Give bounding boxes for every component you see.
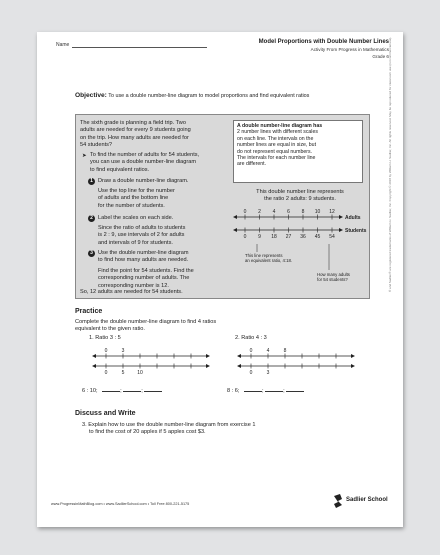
exercise1-number-line [92,342,212,382]
step1-detail: Use the top line for the number of adults and the bottom line for the number of students. [98,188,175,209]
example-conclusion: So, 12 adults are needed for 54 students. [80,289,183,295]
discuss-question: 3. Explain how to use the double number-line diagram from exercise 1 to find the cost of 20 apples if 5 apples cost $3. [82,422,256,436]
answer-blank [265,391,283,392]
note1-line2: an equivalent ratio, 4:18. [245,258,293,263]
answer-blank [144,391,162,392]
exercise2-top-label: 8 [283,348,287,354]
objective: Objective: To use a double number-line diagram to model proportions and find equivalent ratios [75,92,310,99]
adults-label: Adults [345,215,361,221]
exercise1-bottom-label: 10 [137,370,143,376]
exercise2-top-label: 4 [266,348,270,354]
exercise2-number-line [237,342,357,382]
top-number-line [233,215,343,219]
step3-title: Use the double number-line diagram to find how many adults are needed. [98,250,189,264]
exercise1-top-label: 0 [104,348,108,354]
diagram-bottom-label: 54 [329,234,335,240]
diagram-bottom-label: 45 [314,234,321,240]
diagram-top-label: 12 [329,209,335,215]
exercise2-label: 2. Ratio 4 : 3 [235,335,267,341]
exercise1-answer: 6 : 10; ; ; [82,388,162,395]
diagram-bottom-label: 0 [243,234,247,240]
answer-blank [286,391,304,392]
diagram-top-label: 2 [258,209,261,215]
diagram-bottom-label: 27 [285,234,292,240]
step1-number-icon: 1 [88,178,95,185]
diagram-bottom-label: 18 [271,234,277,240]
name-field: Name [56,42,207,48]
step2-detail: Since the ratio of adults to students is 2 : 9, use intervals of 2 for adults and intervals of 9 for students. [98,225,186,246]
step2-title: Label the scales on each side. [98,215,174,221]
step3-number-icon: 3 [88,250,95,257]
practice-heading: Practice [75,308,103,315]
note2-line1: How many adults [317,272,350,277]
definition-box: A double number-line diagram has 2 number lines with different scales on each line. The intervals on the number lines are equal in size, but do not represent equal numbers. The intervals for each number line are different. [233,120,363,183]
diagram-bottom-label: 36 [300,234,306,240]
arrow-icon: ➤ [82,153,87,159]
exercise1-label: 1. Ratio 3 : 5 [89,335,121,341]
diagram-top-label: 10 [314,209,321,215]
worksheet-subtitle: Activity From Progress in Mathematics [310,47,389,52]
example-intro: The sixth grade is planning a field trip. Two adults are needed for every 9 students going on the trip. How many adults are needed for 54 students? [80,120,191,148]
exercise1-bottom-label: 0 [104,370,108,376]
step0: To find the number of adults for 54 students, you can use a double number-line diagram to find equivalent ratios. [90,152,200,173]
note1-line1: This line represents [245,253,283,258]
diagram-top-label: 8 [301,209,305,215]
students-label: Students [345,228,367,234]
exercise1-top-label: 3 [121,348,125,354]
bottom-number-line [233,228,343,232]
exercise2-answer: 8 : 6; ; ; [227,388,304,395]
grade-label: Grade 6 [372,54,389,59]
diagram-caption: This double number line represents the ratio 2 adults: 9 students. [256,189,344,202]
diagram-top-label: 6 [287,209,290,215]
answer-blank [123,391,141,392]
practice-instructions: Complete the double number-line diagram to find 4 ratios equivalent to the given ratio. [75,319,217,333]
worksheet-title: Model Proportions with Double Number Lines [258,39,389,45]
example-double-number-line [233,204,373,288]
exercise1-bottom-label: 5 [121,370,125,376]
exercise2-top-label: 0 [249,348,253,354]
exercise2-bottom-label: 0 [249,370,253,376]
diagram-bottom-label: 9 [258,234,261,240]
answer-blank [102,391,120,392]
sadlier-logo-icon [332,493,344,509]
worksheet-page [37,32,403,527]
copyright-side-note: ® and Sadlier® are registered trademarks of William H. Sadlier, Inc. Copyright © 2018 by William H. Sadlier, Inc. All rights reserved. May be reproduced for classroom use (not commercial use). [388,36,392,292]
step1-title: Draw a double number-line diagram. [98,178,189,184]
diagram-top-label: 4 [272,209,276,215]
discuss-heading: Discuss and Write [75,410,136,417]
diagram-top-label: 0 [243,209,247,215]
step2-number-icon: 2 [88,215,95,222]
name-blank [72,42,207,48]
footer-links: www.ProgressinMathBlog.com • www.SadlierSchool.com • Toll Free 800-221-5175 [51,502,190,506]
exercise2-bottom-label: 3 [266,370,270,376]
note2-line2: for 54 students? [317,277,348,282]
answer-blank [244,391,262,392]
brand-name: Sadlier School [346,497,388,503]
step3-detail: Find the point for 54 students. Find the corresponding number of adults. The corresponding number is 12. [98,268,194,289]
